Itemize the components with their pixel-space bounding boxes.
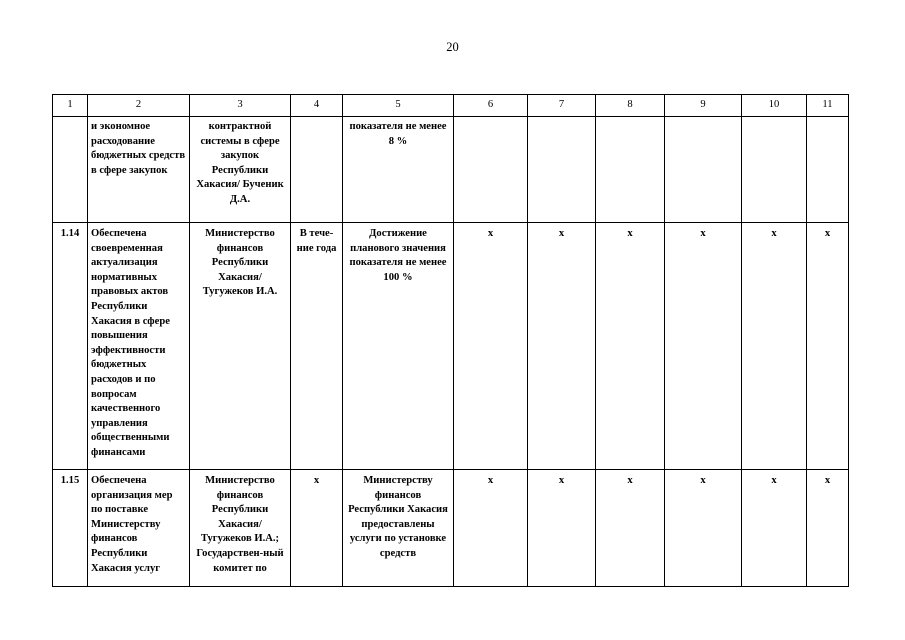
responsible-cell: Министерство финансов Республики Хакасия/ Тугужеков И.А. <box>190 223 291 470</box>
deadline-cell <box>291 117 343 223</box>
row-number: 1.14 <box>53 223 88 470</box>
header-cell: 3 <box>190 95 291 117</box>
header-cell: 4 <box>291 95 343 117</box>
table-row <box>53 223 849 470</box>
value-cell: х <box>742 223 807 470</box>
value-cell: х <box>807 470 849 587</box>
value-cell: х <box>596 470 665 587</box>
table-row <box>53 470 849 587</box>
event-cell: и экономное расходование бюджетных средств в сфере закупок <box>88 117 190 223</box>
value-cell <box>742 117 807 223</box>
value-cell <box>454 117 528 223</box>
header-cell: 6 <box>454 95 528 117</box>
header-cell: 7 <box>528 95 596 117</box>
value-cell <box>807 117 849 223</box>
result-cell: Достижение планового значения показателя не менее 100 % <box>343 223 454 470</box>
value-cell: х <box>807 223 849 470</box>
deadline-cell: В тече-ние года <box>291 223 343 470</box>
result-cell: Министерству финансов Республики Хакасия предоставлены услуги по установке средств <box>343 470 454 587</box>
responsible-cell: контрактной системы в сфере закупок Республики Хакасия/ Бученик Д.А. <box>190 117 291 223</box>
result-cell: показателя не менее 8 % <box>343 117 454 223</box>
header-cell: 1 <box>53 95 88 117</box>
header-cell: 11 <box>807 95 849 117</box>
value-cell <box>665 117 742 223</box>
header-cell: 10 <box>742 95 807 117</box>
value-cell: х <box>528 223 596 470</box>
page-number: 20 <box>446 40 459 54</box>
header-cell: 8 <box>596 95 665 117</box>
table-row <box>53 117 849 223</box>
event-cell: Обеспечена организация мер по поставке Министерству финансов Республики Хакасия услуг <box>88 470 190 587</box>
deadline-cell: х <box>291 470 343 587</box>
plan-table <box>52 94 849 587</box>
value-cell: х <box>454 223 528 470</box>
table-header-row <box>53 95 849 117</box>
responsible-cell: Министерство финансов Республики Хакасия/ Тугужеков И.А.; Государствен-ный комитет по <box>190 470 291 587</box>
value-cell: х <box>596 223 665 470</box>
row-number: 1.15 <box>53 470 88 587</box>
value-cell: х <box>454 470 528 587</box>
header-cell: 9 <box>665 95 742 117</box>
row-number <box>53 117 88 223</box>
header-cell: 2 <box>88 95 190 117</box>
value-cell: х <box>742 470 807 587</box>
header-cell: 5 <box>343 95 454 117</box>
value-cell: х <box>665 470 742 587</box>
value-cell: х <box>528 470 596 587</box>
event-cell: Обеспечена своевременная актуализация нормативных правовых актов Республики Хакасия в сфере повышения эффективности бюджетных расходов и по вопросам качественного управления общественными финансами <box>88 223 190 470</box>
value-cell <box>528 117 596 223</box>
value-cell <box>596 117 665 223</box>
value-cell: х <box>665 223 742 470</box>
